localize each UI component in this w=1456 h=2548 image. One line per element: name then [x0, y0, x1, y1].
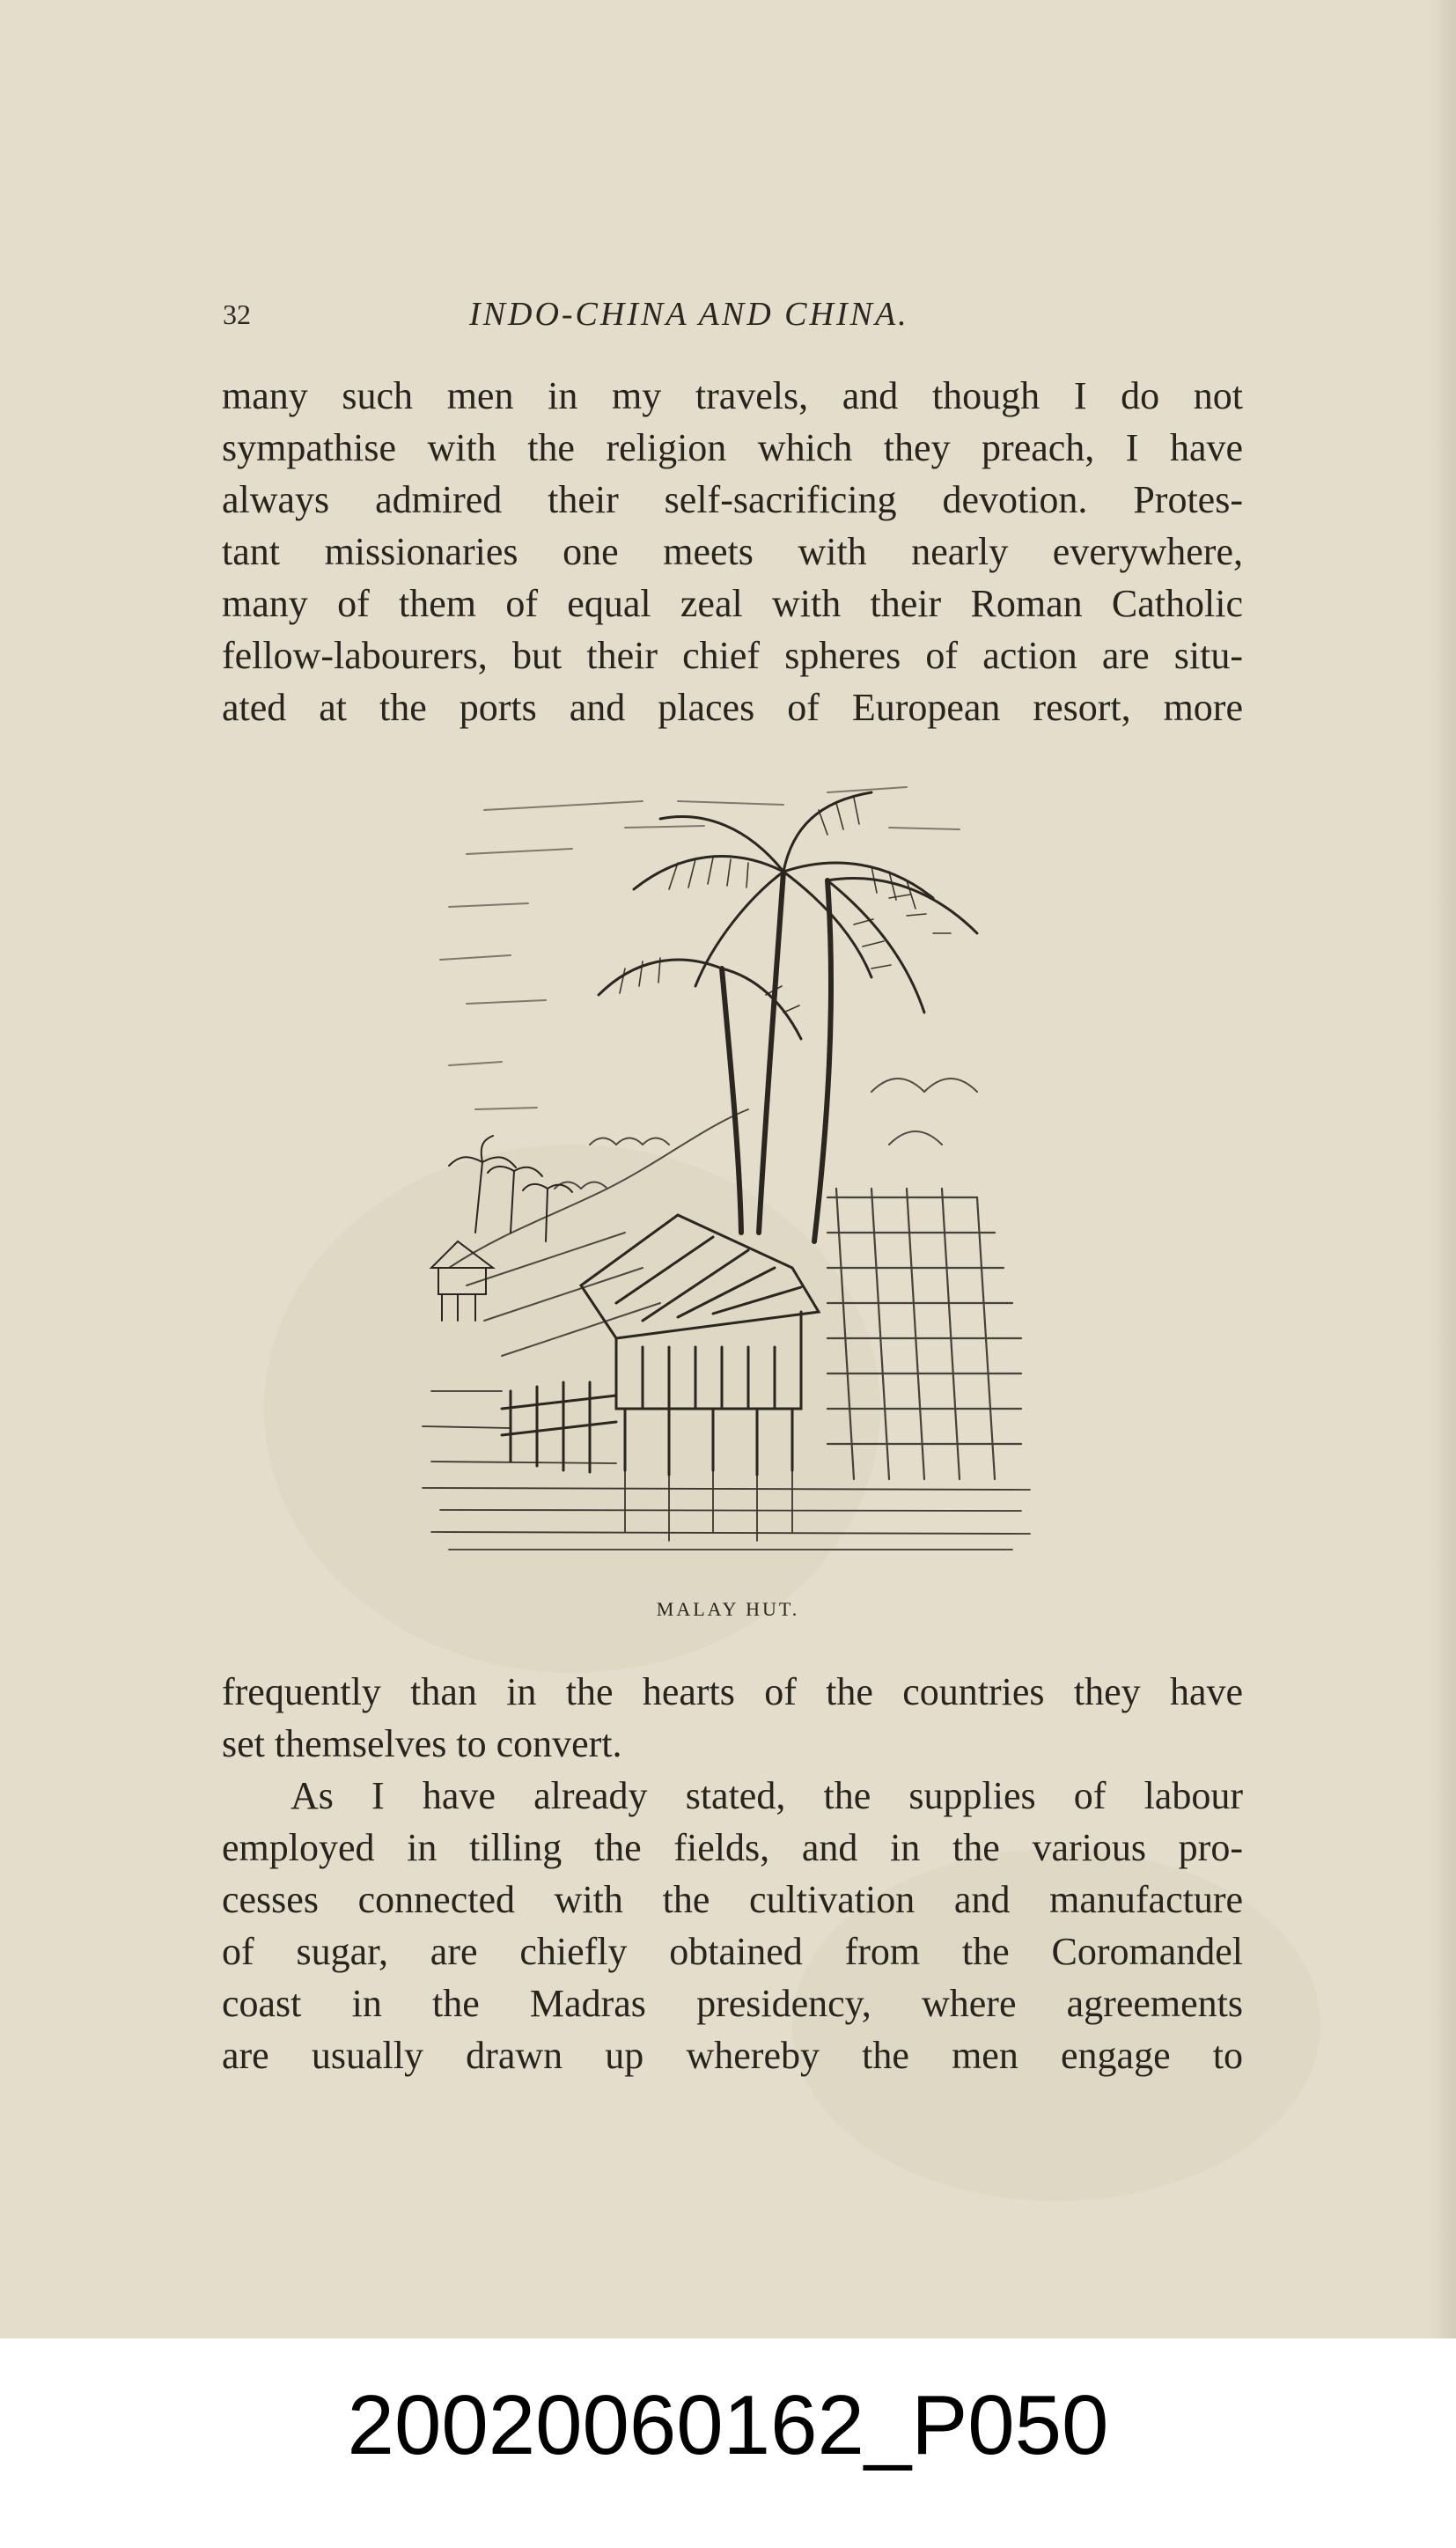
paragraph-bottom [222, 1666, 1243, 2081]
figure-caption: MALAY HUT. [656, 1598, 800, 1620]
text-line: tant missionaries one meets with nearly everywhere, [222, 530, 1243, 573]
fence [502, 1382, 616, 1472]
paragraph-top [222, 370, 1243, 733]
palm-fronds [599, 792, 977, 1039]
text-line: coast in the Madras presidency, where agreements [222, 1982, 1243, 2025]
text-line: sympathise with the religion which they preach, I have [222, 426, 1243, 469]
palm-trunks [722, 872, 831, 1241]
text-line: many such men in my travels, and though I do not [222, 374, 1243, 417]
frond-leaflets [620, 798, 951, 1013]
text-line: fellow-labourers, but their chief spheres of action are situ- [222, 634, 1243, 677]
text-line: set themselves to convert. [222, 1722, 622, 1765]
malay-hut-engraving [414, 775, 1048, 1567]
dense-foliage [827, 1189, 1021, 1479]
distant-house [431, 1241, 493, 1321]
text-line: always admired their self-sacrificing devotion. Protes- [222, 478, 1243, 521]
running-head [223, 295, 1244, 339]
text-line: many of them of equal zeal with their Roman Catholic [222, 582, 1243, 625]
text-line: frequently than in the hearts of the countries they have [222, 1670, 1243, 1713]
text-line: cesses connected with the cultivation and manufacture [222, 1878, 1243, 1921]
text-line: of sugar, are chiefly obtained from the Coromandel [222, 1930, 1243, 1973]
hut-body [616, 1312, 801, 1475]
text-line: are usually drawn up whereby the men engage to [222, 2034, 1243, 2077]
water-reflection [423, 1391, 1030, 1550]
page-number: 32 [223, 298, 251, 330]
text-line: As I have already stated, the supplies of labour [290, 1774, 1243, 1817]
text-line: employed in tilling the fields, and in the various pro- [222, 1826, 1243, 1869]
sky-hatching [440, 787, 960, 1109]
scan-reference-label: 20020060162_P050 [347, 2378, 1109, 2472]
running-title: INDO-CHINA AND CHINA. [469, 296, 909, 333]
text-line: ated at the ports and places of European resort, more [222, 686, 1243, 729]
page-edge-shadow [1430, 0, 1456, 2338]
